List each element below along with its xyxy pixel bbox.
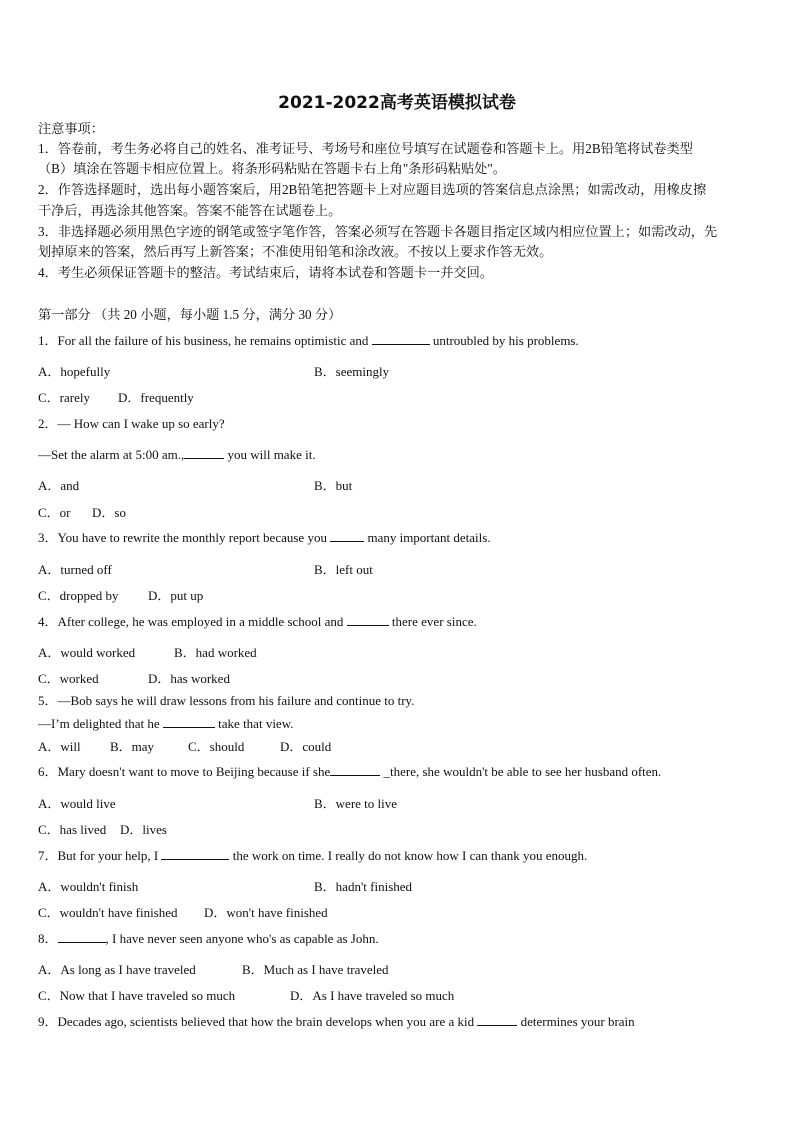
option-a: A．will bbox=[38, 739, 81, 754]
option-a: A．As long as I have traveled bbox=[38, 962, 196, 977]
notice-line: （B）填涂在答题卡相应位置上。将条形码粘贴在答题卡右上角"条形码粘贴处"。 bbox=[38, 161, 506, 176]
answer-blank bbox=[372, 333, 430, 345]
question-text: _there, she wouldn't be able to see her husband often. bbox=[383, 764, 662, 779]
question-text: 9．Decades ago, scientists believed that how the brain develops when you are a kid bbox=[38, 1014, 475, 1029]
option-c: C．dropped by bbox=[38, 588, 119, 603]
option-c: C．or bbox=[38, 505, 71, 520]
question-6 bbox=[38, 764, 661, 780]
question-text: you will make it. bbox=[227, 447, 316, 462]
option-d: D．could bbox=[280, 739, 332, 754]
section-heading: 第一部分 （共 20 小题，每小题 1.5 分，满分 30 分） bbox=[38, 307, 342, 322]
question-2: 2．— How can I wake up so early? bbox=[38, 416, 225, 431]
question-text: 7．But for your help, I bbox=[38, 848, 159, 863]
answer-blank bbox=[477, 1014, 517, 1026]
question-text: , I have never seen anyone who's as capable as John. bbox=[105, 931, 379, 946]
question-text: determines your brain bbox=[520, 1014, 635, 1029]
option-b: B．were to live bbox=[314, 796, 398, 811]
question-2-line2 bbox=[38, 447, 316, 463]
question-4 bbox=[38, 614, 477, 630]
option-d: D．has worked bbox=[148, 671, 230, 686]
question-7 bbox=[38, 848, 587, 864]
notice-line: 2．作答选择题时，选出每小题答案后，用2B铅笔把答题卡上对应题目选项的答案信息点涂黑；如需改动，用橡皮擦 bbox=[38, 182, 707, 197]
option-c: C．Now that I have traveled so much bbox=[38, 988, 236, 1003]
question-text: untroubled by his problems. bbox=[432, 333, 579, 348]
question-text: —Set the alarm at 5:00 am., bbox=[38, 447, 185, 462]
option-d: D．lives bbox=[120, 822, 167, 837]
notice-line: 4．考生必须保证答题卡的整洁。考试结束后，请将本试卷和答题卡一并交回。 bbox=[38, 265, 493, 280]
option-a: A．turned off bbox=[38, 562, 112, 577]
page-title: 2021-2022高考英语模拟试卷 bbox=[278, 93, 516, 113]
option-b: B．left out bbox=[314, 562, 373, 577]
question-5-line2 bbox=[38, 716, 294, 732]
question-5: 5．—Bob says he will draw lessons from his failure and continue to try. bbox=[38, 693, 415, 708]
answer-blank bbox=[161, 848, 229, 860]
option-b: B．had worked bbox=[174, 645, 257, 660]
question-text: many important details. bbox=[367, 530, 491, 545]
option-d: D．As I have traveled so much bbox=[290, 988, 455, 1003]
answer-blank bbox=[58, 931, 106, 943]
answer-blank bbox=[330, 530, 364, 542]
option-c: C．wouldn't have finished bbox=[38, 905, 178, 920]
option-c: C．worked bbox=[38, 671, 99, 686]
answer-blank bbox=[330, 764, 380, 776]
notice-line: 干净后，再选涂其他答案。答案不能答在试题卷上。 bbox=[38, 203, 342, 218]
option-a: A．would worked bbox=[38, 645, 136, 660]
question-text: 6．Mary doesn't want to move to Beijing because if she bbox=[38, 764, 331, 779]
question-text: 3．You have to rewrite the monthly report because you bbox=[38, 530, 327, 545]
option-c: C．rarely bbox=[38, 390, 90, 405]
question-text: —I’m delighted that he bbox=[38, 716, 160, 731]
option-d: D．so bbox=[92, 505, 126, 520]
option-a: A．hopefully bbox=[38, 364, 111, 379]
question-3 bbox=[38, 530, 491, 546]
answer-blank bbox=[184, 447, 224, 459]
option-b: B．hadn't finished bbox=[314, 879, 413, 894]
option-b: B．seemingly bbox=[314, 364, 390, 379]
notice-line: 划掉原来的答案，然后再写上新答案；不准使用铅笔和涂改液。不按以上要求作答无效。 bbox=[38, 244, 553, 259]
option-d: D．won't have finished bbox=[204, 905, 328, 920]
question-text: take that view. bbox=[218, 716, 294, 731]
question-text: 4．After college, he was employed in a middle school and bbox=[38, 614, 344, 629]
notice-line: 1．答卷前，考生务必将自己的姓名、准考证号、考场号和座位号填写在试题卷和答题卡上。用2B铅笔将试卷类型 bbox=[38, 141, 693, 156]
option-a: A．would live bbox=[38, 796, 116, 811]
question-text: the work on time. I really do not know how I can thank you enough. bbox=[232, 848, 588, 863]
option-c: C．should bbox=[188, 739, 245, 754]
question-1 bbox=[38, 333, 579, 349]
option-c: C．has lived bbox=[38, 822, 107, 837]
answer-blank bbox=[163, 716, 215, 728]
notice-line: 3．非选择题必须用黑色字迹的钢笔或签字笔作答，答案必须写在答题卡各题目指定区域内相应位置上；如需改动，先 bbox=[38, 224, 718, 239]
question-text: 8． bbox=[38, 931, 58, 946]
question-8 bbox=[38, 931, 379, 947]
question-text: 1．For all the failure of his business, he remains optimistic and bbox=[38, 333, 369, 348]
notice-heading: 注意事项： bbox=[38, 121, 104, 136]
question-9 bbox=[38, 1014, 635, 1030]
answer-blank bbox=[347, 614, 389, 626]
option-a: A．and bbox=[38, 478, 80, 493]
question-text: there ever since. bbox=[391, 614, 477, 629]
option-d: D．put up bbox=[148, 588, 204, 603]
option-a: A．wouldn't finish bbox=[38, 879, 139, 894]
option-b: B．Much as I have traveled bbox=[242, 962, 389, 977]
option-d: D．frequently bbox=[118, 390, 194, 405]
option-b: B．but bbox=[314, 478, 353, 493]
option-b: B．may bbox=[110, 739, 155, 754]
